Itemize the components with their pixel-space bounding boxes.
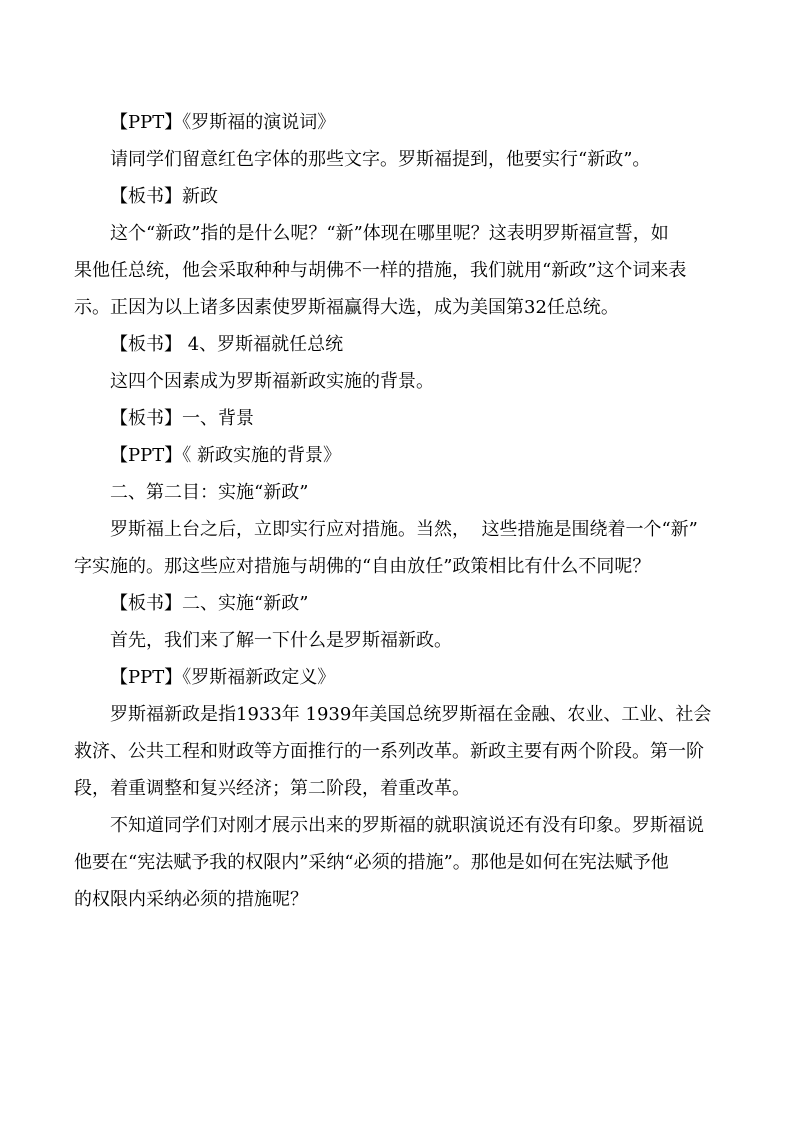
board-line-background: 【板书】一、背景 <box>110 408 254 429</box>
board-line-inauguration: 【板书】 4、罗斯福就任总统 <box>110 334 344 355</box>
paragraph-new-deal-meaning-3: 示。正因为以上诸多因素使罗斯福赢得大选，成为美国第32任总统。 <box>74 297 619 318</box>
paragraph-definition-2: 救济、公共工程和财政等方面推行的一系列改革。新政主要有两个阶段。第一阶 <box>74 741 704 762</box>
paragraph-four-factors: 这四个因素成为罗斯福新政实施的背景。 <box>110 371 434 392</box>
paragraph-speech-recall-3: 的权限内采纳必须的措施呢？ <box>74 889 308 910</box>
document-body <box>74 104 728 918</box>
paragraph-intro-definition: 首先，我们来了解一下什么是罗斯福新政。 <box>110 630 452 651</box>
ppt-line-definition: 【PPT】《罗斯福新政定义》 <box>110 667 336 688</box>
section-heading-implement: 二、第二目：实施“新政” <box>110 482 309 503</box>
paragraph-red-text: 请同学们留意红色字体的那些文字。罗斯福提到，他要实行“新政”。 <box>110 149 651 170</box>
paragraph-definition-3: 段，着重调整和复兴经济；第二阶段，着重改革。 <box>74 778 470 799</box>
board-line-implement: 【板书】二、实施“新政” <box>110 593 309 614</box>
paragraph-measures-1: 罗斯福上台之后，立即实行应对措施。当然， 这些措施是围绕着一个“新” <box>110 519 698 540</box>
paragraph-speech-recall-1: 不知道同学们对刚才展示出来的罗斯福的就职演说还有没有印象。罗斯福说 <box>110 815 704 836</box>
paragraph-new-deal-meaning-1: 这个“新政”指的是什么呢？“新”体现在哪里呢？这表明罗斯福宣誓，如 <box>110 223 669 244</box>
ppt-line-speech: 【PPT】《罗斯福的演说词》 <box>110 112 336 133</box>
ppt-line-background: 【PPT】《 新政实施的背景》 <box>110 445 341 466</box>
paragraph-new-deal-meaning-2: 果他任总统，他会采取种种与胡佛不一样的措施，我们就用“新政”这个词来表 <box>74 260 687 281</box>
paragraph-measures-2: 字实施的。那这些应对措施与胡佛的“自由放任”政策相比有什么不同呢？ <box>74 556 651 577</box>
paragraph-definition-1: 罗斯福新政是指1933年 1939年美国总统罗斯福在金融、农业、工业、社会 <box>110 704 712 725</box>
board-line-new-deal: 【板书】新政 <box>110 186 218 207</box>
paragraph-speech-recall-2: 他要在“宪法赋予我的权限内”采纳“必须的措施”。那他是如何在宪法赋予他 <box>74 852 669 873</box>
